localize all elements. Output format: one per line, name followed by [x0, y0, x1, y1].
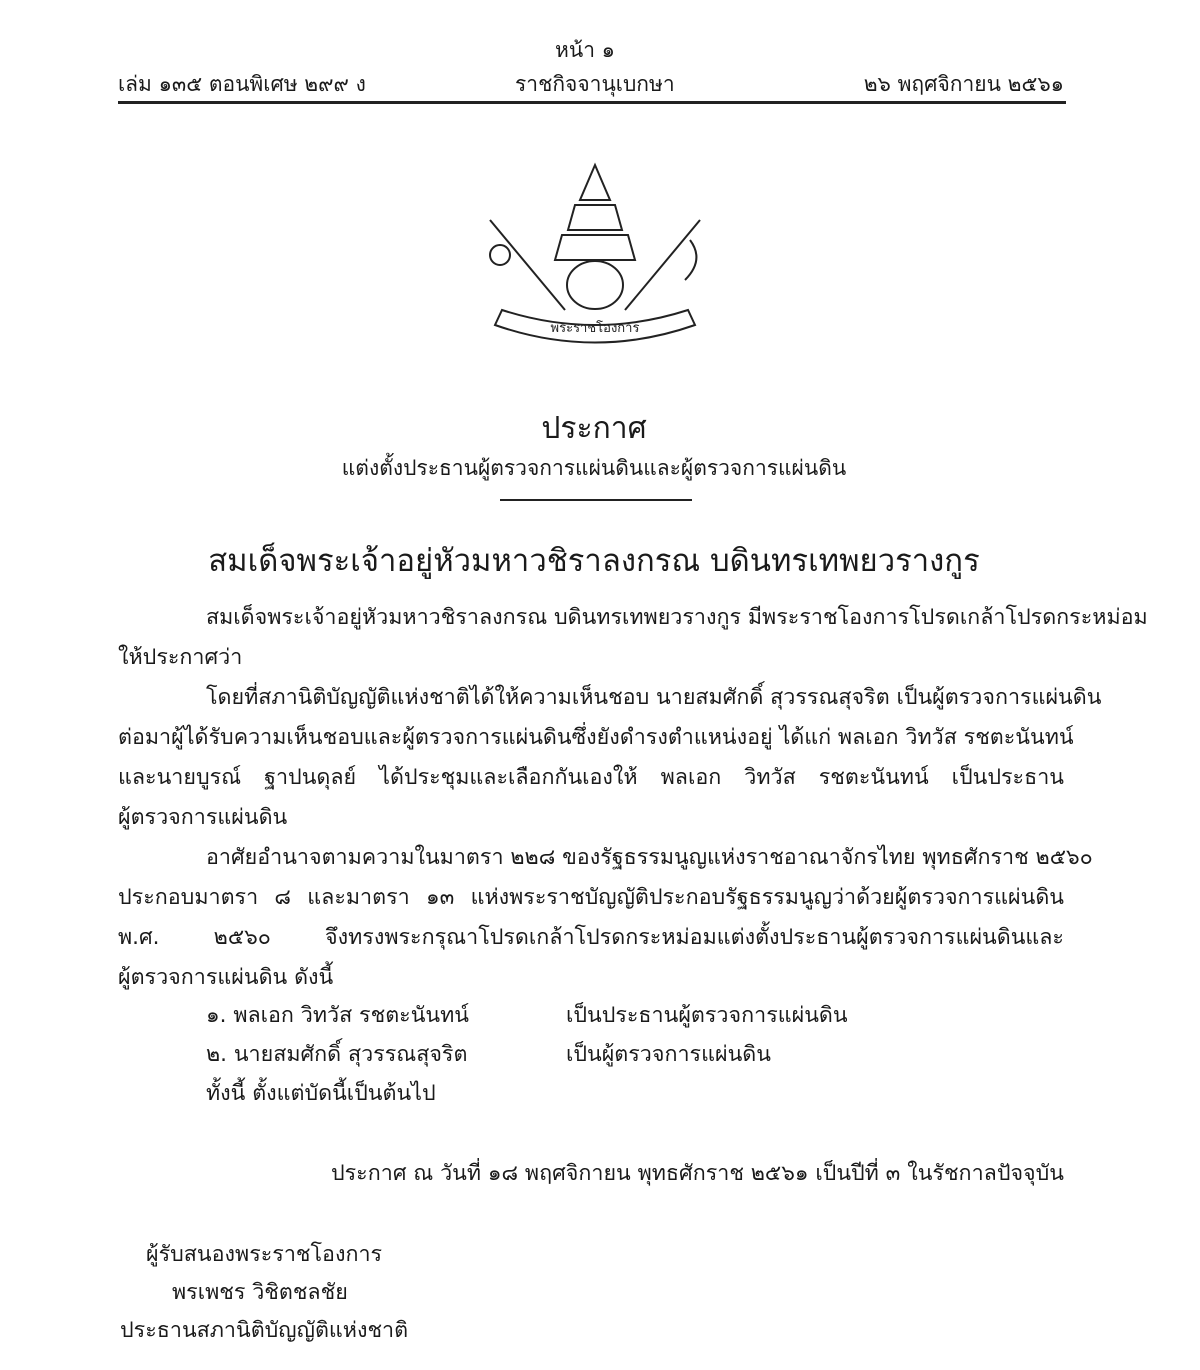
countersign-title: ประธานสภานิติบัญญัติแห่งชาติ — [120, 1318, 409, 1343]
body-line: ให้ประกาศว่า — [118, 645, 243, 670]
body-line: และนายบูรณ์ ฐาปนดุลย์ ได้ประชุมและเลือกกันเองให้ พลเอก วิทวัส รชตะนันทน์ เป็นประธาน — [118, 765, 1064, 790]
appointee-name: ๑. พลเอก วิทวัส รชตะนันทน์ — [206, 1003, 469, 1028]
document-title: ประกาศ — [541, 411, 647, 446]
appointee-position: เป็นประธานผู้ตรวจการแผ่นดิน — [566, 1003, 848, 1028]
body-line: ประกอบมาตรา ๘ และมาตรา ๑๓ แห่งพระราชบัญญัติประกอบรัฐธรรมนูญว่าด้วยผู้ตรวจการแผ่นดิน — [118, 885, 1064, 910]
countersign-name: พรเพชร วิชิตชลชัย — [172, 1280, 348, 1305]
body-line: อาศัยอำนาจตามความในมาตรา ๒๒๘ ของรัฐธรรมนูญแห่งราชอาณาจักรไทย พุทธศักราช ๒๕๖๐ — [206, 845, 1093, 870]
king-name: สมเด็จพระเจ้าอยู่หัวมหาวชิราลงกรณ บดินทรเทพยวรางกูร — [208, 543, 980, 579]
publication-date: ๒๖ พฤศจิกายน ๒๕๖๑ — [863, 72, 1064, 96]
title-rule — [500, 499, 692, 501]
volume-issue: เล่ม ๑๓๕ ตอนพิเศษ ๒๙๙ ง — [118, 72, 366, 96]
body-line: ต่อมาผู้ได้รับความเห็นชอบและผู้ตรวจการแผ่นดินซึ่งยังดำรงตำแหน่งอยู่ ได้แก่ พลเอก วิทวัส รชตะนันทน์ — [118, 725, 1074, 750]
effective-clause: ทั้งนี้ ตั้งแต่บัดนี้เป็นต้นไป — [206, 1081, 436, 1106]
header-rule — [118, 101, 1066, 104]
countersign-role: ผู้รับสนองพระราชโองการ — [146, 1242, 383, 1267]
body-line: โดยที่สภานิติบัญญัติแห่งชาติได้ให้ความเห็นชอบ นายสมศักดิ์ สุวรรณสุจริต เป็นผู้ตรวจการแผ่นดิน — [206, 685, 1102, 710]
appointee-name: ๒. นายสมศักดิ์ สุวรรณสุจริต — [206, 1042, 468, 1067]
emblem-ribbon-text: พระราชโองการ — [550, 321, 640, 336]
body-line: พ.ศ. ๒๕๖๐ จึงทรงพระกรุณาโปรดเกล้าโปรดกระหม่อมแต่งตั้งประธานผู้ตรวจการแผ่นดินและ — [118, 925, 1064, 950]
publication-name: ราชกิจจานุเบกษา — [515, 72, 675, 96]
body-line: ผู้ตรวจการแผ่นดิน — [118, 805, 288, 830]
body-line: ผู้ตรวจการแผ่นดิน ดังนี้ — [118, 965, 334, 990]
appointee-position: เป็นผู้ตรวจการแผ่นดิน — [566, 1042, 771, 1067]
page-number: หน้า ๑ — [555, 38, 615, 62]
document-subtitle: แต่งตั้งประธานผู้ตรวจการแผ่นดินและผู้ตรวจการแผ่นดิน — [341, 456, 847, 480]
body-line: สมเด็จพระเจ้าอยู่หัวมหาวชิราลงกรณ บดินทรเทพยวรางกูร มีพระราชโองการโปรดเกล้าโปรดกระหม่อม — [206, 605, 1148, 630]
proclamation-date: ประกาศ ณ วันที่ ๑๘ พฤศจิกายน พุทธศักราช ๒๕๖๑ เป็นปีที่ ๓ ในรัชกาลปัจจุบัน — [330, 1161, 1064, 1186]
royal-emblem-icon — [470, 160, 720, 350]
